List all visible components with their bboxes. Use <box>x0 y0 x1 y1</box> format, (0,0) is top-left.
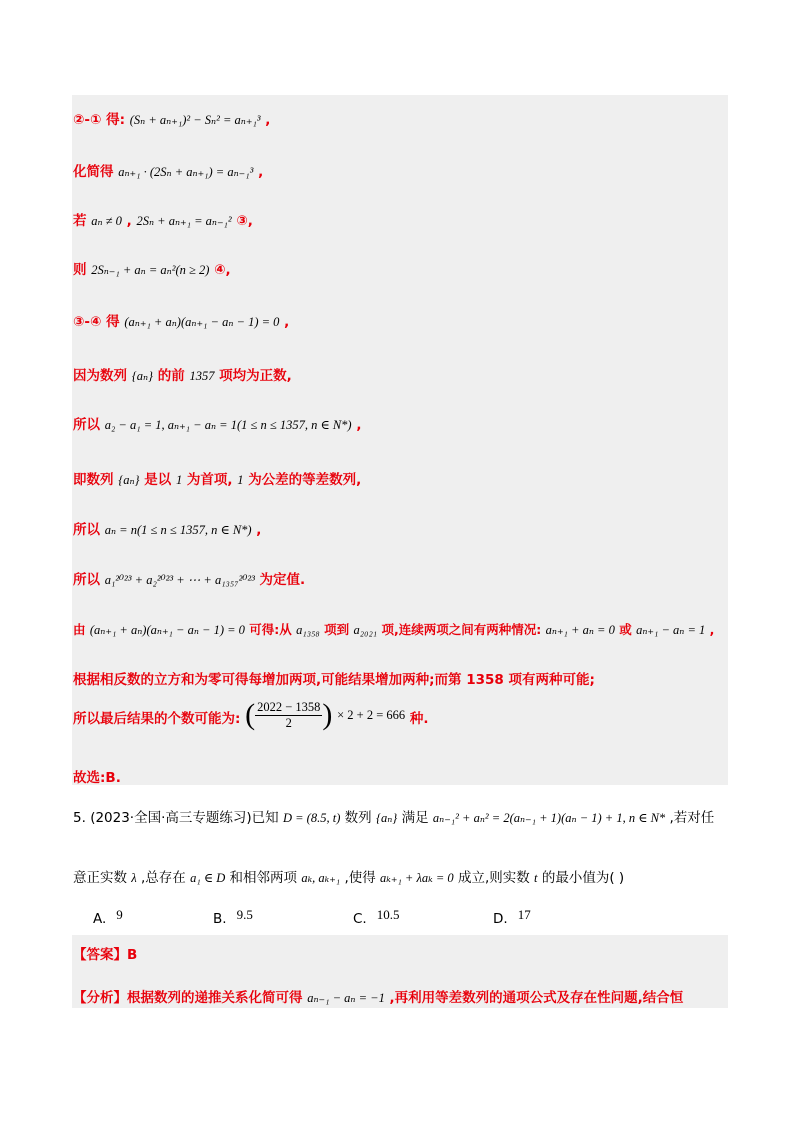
math-expression: × 2 + 2 = 666 <box>337 708 406 722</box>
solution-line: 故选:B. <box>73 770 121 786</box>
math-expression: a₁²⁰²³ + a₂²⁰²³ + ⋯ + a₁₃₅₇²⁰²³ <box>104 573 255 587</box>
math-expression: 1 <box>175 473 183 487</box>
math-expression: aₙ ≠ 0 <box>91 214 122 228</box>
math-fraction: ( $\frac{2022 - 1358}{2}$ ) <box>245 698 333 731</box>
solution-line: 由 (aₙ₊₁ + aₙ)(aₙ₊₁ − aₙ − 1) = 0 可得:从 a₁₃₅₈ 项到 a₂₀₂₁ 项,连续两项之间有两种情况: aₙ₊₁ + aₙ = 0 或 aₙ₊₁ − aₙ = 1 , <box>73 622 715 637</box>
math-expression: (aₙ₊₁ + aₙ)(aₙ₊₁ − aₙ − 1) = 0 <box>89 623 245 637</box>
math-expression: a₂ − a₁ = 1, aₙ₊₁ − aₙ = 1(1 ≤ n ≤ 1357, n ∈ N*) <box>104 418 352 432</box>
math-expression: (aₙ₊₁ + aₙ)(aₙ₊₁ − aₙ − 1) = 0 <box>124 315 280 329</box>
option-a[interactable]: A. 9 <box>93 907 123 927</box>
question-line-2: 意正实数 λ ,总存在 a₁ ∈ D 和相邻两项 aₖ, aₖ₊₁ ,使得 aₖ₊₁ + λaₖ = 0 成立,则实数 t 的最小值为( ) <box>73 870 625 886</box>
solution-line: ③-④ 得 (aₙ₊₁ + aₙ)(aₙ₊₁ − aₙ − 1) = 0 , <box>73 314 290 330</box>
solution-line: 若 aₙ ≠ 0 , 2Sₙ + aₙ₊₁ = aₙ₋₁² ③, <box>73 213 253 229</box>
math-expression: aₙ = n(1 ≤ n ≤ 1357, n ∈ N*) <box>104 523 252 537</box>
math-expression: λ <box>131 871 137 885</box>
math-expression: (Sₙ + aₙ₊₁)² − Sₙ² = aₙ₊₁³ <box>129 113 261 127</box>
solution-line: 所以最后结果的个数可能为: ( $\frac{2022 - 1358}{2}$ ) × 2 + 2 = 666 种. <box>73 698 429 731</box>
math-expression: 1 <box>237 473 244 487</box>
math-expression: aₙ₋₁ − aₙ = −1 <box>307 991 385 1005</box>
math-expression: a₂₀₂₁ <box>353 623 378 637</box>
math-expression: aₖ₊₁ + λaₖ = 0 <box>380 871 454 885</box>
analysis-tag: 【分析】 <box>73 990 127 1006</box>
math-expression: a₁ ∈ D <box>190 871 226 885</box>
math-expression: a₁₃₅₈ <box>296 623 320 637</box>
math-expression: {aₙ} <box>131 369 154 383</box>
answer-line <box>73 943 137 963</box>
question-line-1: 5. (2023·全国·高三专题练习)已知 D = (8.5, t) 数列 {aₙ} 满足 aₙ₋₁² + aₙ² = 2(aₙ₋₁ + 1)(aₙ − 1) + 1, n ∈ N* ,若对任 <box>73 810 715 826</box>
option-c[interactable]: C. 10.5 <box>353 907 400 927</box>
answer-value: B <box>127 947 138 963</box>
math-expression: 2Sₙ + aₙ₊₁ = aₙ₋₁² <box>136 214 232 228</box>
solution-line: 则 2Sₙ₋₁ + aₙ = aₙ²(n ≥ 2) ④, <box>73 262 231 278</box>
math-expression: aₙ₊₁ − aₙ = 1 <box>636 623 706 637</box>
solution-line: ②-① 得: (Sₙ + aₙ₊₁)² − Sₙ² = aₙ₊₁³ , <box>73 112 271 128</box>
solution-line: 化简得 aₙ₊₁ · (2Sₙ + aₙ₊₁) = aₙ₋₁³ , <box>73 164 264 180</box>
math-expression: 2Sₙ₋₁ + aₙ = aₙ²(n ≥ 2) <box>91 263 210 277</box>
solution-line: 所以 a₁²⁰²³ + a₂²⁰²³ + ⋯ + a₁₃₅₇²⁰²³ 为定值. <box>73 572 306 588</box>
option-d[interactable]: D. 17 <box>493 907 531 927</box>
math-expression: t <box>534 871 538 885</box>
math-expression: aₖ, aₖ₊₁ <box>301 871 341 885</box>
analysis-line: 【分析】根据数列的递推关系化简可得 aₙ₋₁ − aₙ = −1 ,再利用等差数列的通项公式及存在性问题,结合恒 <box>73 990 684 1006</box>
math-expression: aₙ₋₁² + aₙ² = 2(aₙ₋₁ + 1)(aₙ − 1) + 1, n ∈ N* <box>432 811 666 825</box>
math-expression: {aₙ} <box>375 811 398 825</box>
math-expression: 1357 <box>189 369 215 383</box>
solution-line: 因为数列 {aₙ} 的前 1357 项均为正数, <box>73 368 292 384</box>
math-expression: aₙ₊₁ · (2Sₙ + aₙ₊₁) = aₙ₋₁³ <box>118 165 254 179</box>
solution-line: 即数列 {aₙ} 是以 1 为首项, 1 为公差的等差数列, <box>73 472 362 488</box>
option-b[interactable]: B. 9.5 <box>213 907 253 927</box>
math-expression: aₙ₊₁ + aₙ = 0 <box>545 623 615 637</box>
math-expression: D = (8.5, t) <box>282 811 341 825</box>
solution-line: 根据相反数的立方和为零可得每增加两项,可能结果增加两种;而第 1358 项有两种可能; <box>73 672 595 688</box>
solution-line: 所以 a₂ − a₁ = 1, aₙ₊₁ − aₙ = 1(1 ≤ n ≤ 1357, n ∈ N*) , <box>73 417 362 433</box>
math-expression: {aₙ} <box>118 473 140 487</box>
solution-line: 所以 aₙ = n(1 ≤ n ≤ 1357, n ∈ N*) , <box>73 522 262 538</box>
answer-tag: 【答案】 <box>73 947 127 963</box>
